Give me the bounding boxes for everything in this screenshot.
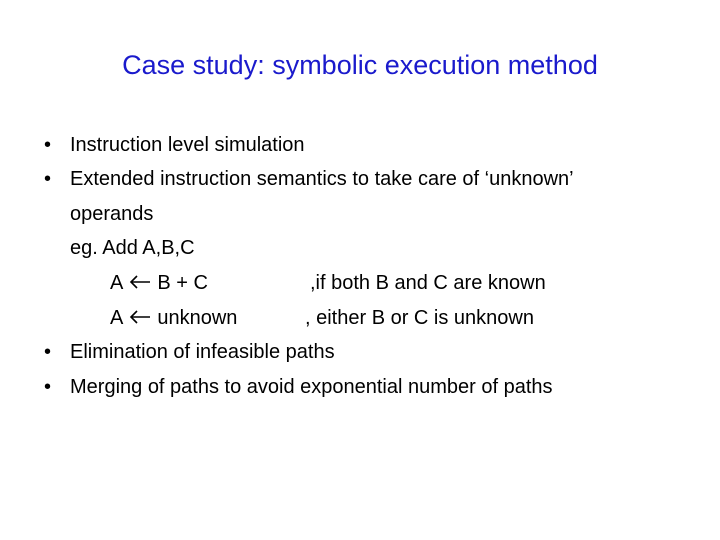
rule-rhs: unknown — [157, 307, 238, 329]
rule-condition: , either B or C is unknown — [305, 307, 534, 329]
bullet-marker: • — [44, 341, 52, 363]
bullet-marker: • — [44, 376, 52, 398]
slide-title: Case study: symbolic execution method — [122, 50, 598, 80]
bullet-elimination-infeasible-paths: Elimination of infeasible paths — [70, 341, 335, 363]
rule-rhs: B + C — [157, 272, 208, 294]
rule-unknown — [110, 306, 237, 330]
example-label: eg. Add A,B,C — [70, 237, 195, 259]
left-arrow-icon — [129, 275, 151, 289]
bullet-extended-semantics: Extended instruction semantics to take care of ‘unknown’ — [70, 168, 574, 190]
bullet-extended-semantics-continuation: operands — [70, 203, 154, 225]
rule-lhs: A — [110, 272, 124, 294]
bullet-marker: • — [44, 134, 52, 156]
rule-condition: ,if both B and C are known — [310, 272, 546, 294]
rule-known — [110, 271, 208, 295]
bullet-marker: • — [44, 168, 52, 190]
bullet-instruction-level-simulation: Instruction level simulation — [70, 134, 305, 156]
rule-lhs: A — [110, 307, 124, 329]
bullet-merging-paths: Merging of paths to avoid exponential number of paths — [70, 376, 553, 398]
left-arrow-icon — [129, 310, 151, 324]
